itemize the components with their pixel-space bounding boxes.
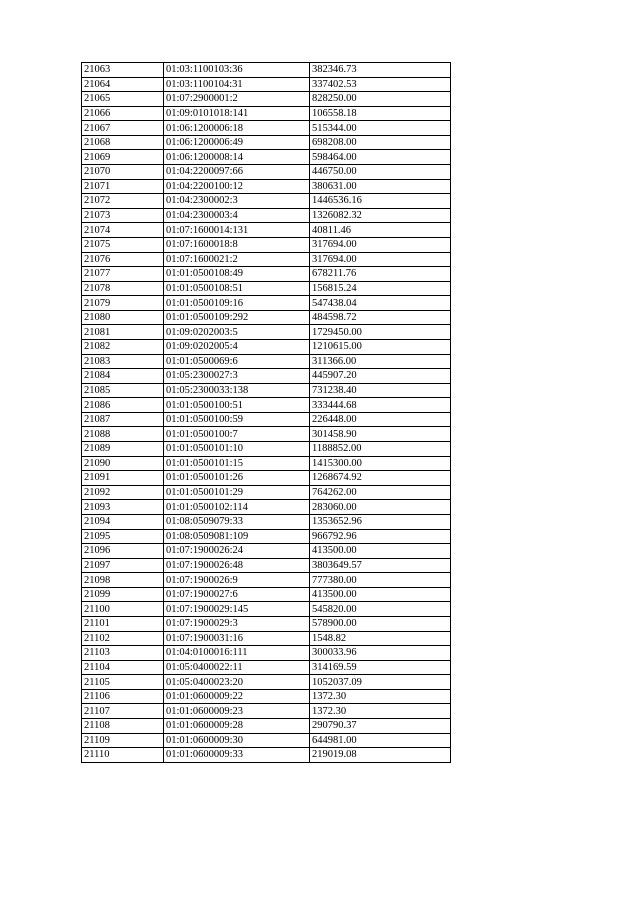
row-number-cell: 21095 bbox=[82, 529, 164, 544]
row-number-cell: 21107 bbox=[82, 704, 164, 719]
row-number-cell: 21075 bbox=[82, 237, 164, 252]
table-row bbox=[82, 587, 451, 602]
cadastral-number-cell: 01:05:0400022:11 bbox=[164, 660, 310, 675]
table-row bbox=[82, 281, 451, 296]
value-cell: 764262.00 bbox=[310, 485, 451, 500]
table-row bbox=[82, 689, 451, 704]
value-cell: 413500.00 bbox=[310, 587, 451, 602]
value-cell: 678211.76 bbox=[310, 267, 451, 282]
table-row bbox=[82, 208, 451, 223]
table-row bbox=[82, 704, 451, 719]
table-row bbox=[82, 427, 451, 442]
cadastral-number-cell: 01:04:0100016:111 bbox=[164, 646, 310, 661]
cadastral-number-cell: 01:01:0500100:59 bbox=[164, 412, 310, 427]
table-row bbox=[82, 354, 451, 369]
value-cell: 1548.82 bbox=[310, 631, 451, 646]
row-number-cell: 21100 bbox=[82, 602, 164, 617]
value-cell: 301458.90 bbox=[310, 427, 451, 442]
value-cell: 311366.00 bbox=[310, 354, 451, 369]
cadastral-number-cell: 01:07:1900031:16 bbox=[164, 631, 310, 646]
row-number-cell: 21088 bbox=[82, 427, 164, 442]
row-number-cell: 21071 bbox=[82, 179, 164, 194]
value-cell: 1372.30 bbox=[310, 704, 451, 719]
cadastral-number-cell: 01:01:0600009:22 bbox=[164, 689, 310, 704]
cadastral-number-cell: 01:07:1900026:9 bbox=[164, 573, 310, 588]
cadastral-number-cell: 01:07:1900029:145 bbox=[164, 602, 310, 617]
table-row bbox=[82, 456, 451, 471]
data-table bbox=[81, 62, 451, 763]
cadastral-number-cell: 01:05:0400023:20 bbox=[164, 675, 310, 690]
row-number-cell: 21109 bbox=[82, 733, 164, 748]
row-number-cell: 21082 bbox=[82, 339, 164, 354]
table-row bbox=[82, 223, 451, 238]
value-cell: 226448.00 bbox=[310, 412, 451, 427]
cadastral-number-cell: 01:07:1900029:3 bbox=[164, 616, 310, 631]
row-number-cell: 21101 bbox=[82, 616, 164, 631]
cadastral-number-cell: 01:04:2300003:4 bbox=[164, 208, 310, 223]
row-number-cell: 21081 bbox=[82, 325, 164, 340]
value-cell: 106558.18 bbox=[310, 106, 451, 121]
table-row bbox=[82, 442, 451, 457]
table-row bbox=[82, 398, 451, 413]
cadastral-number-cell: 01:01:0600009:23 bbox=[164, 704, 310, 719]
table-row bbox=[82, 646, 451, 661]
table-row bbox=[82, 121, 451, 136]
row-number-cell: 21074 bbox=[82, 223, 164, 238]
cadastral-number-cell: 01:01:0500109:16 bbox=[164, 296, 310, 311]
table-row bbox=[82, 412, 451, 427]
value-cell: 598464.00 bbox=[310, 150, 451, 165]
cadastral-number-cell: 01:06:1200006:49 bbox=[164, 135, 310, 150]
cadastral-number-cell: 01:01:0500101:15 bbox=[164, 456, 310, 471]
table-row bbox=[82, 179, 451, 194]
table-row bbox=[82, 514, 451, 529]
cadastral-number-cell: 01:07:1900027:6 bbox=[164, 587, 310, 602]
table-row bbox=[82, 602, 451, 617]
row-number-cell: 21073 bbox=[82, 208, 164, 223]
table-row bbox=[82, 733, 451, 748]
value-cell: 314169.59 bbox=[310, 660, 451, 675]
value-cell: 1446536.16 bbox=[310, 194, 451, 209]
value-cell: 413500.00 bbox=[310, 544, 451, 559]
cadastral-number-cell: 01:08:0509081:109 bbox=[164, 529, 310, 544]
table-row bbox=[82, 675, 451, 690]
cadastral-number-cell: 01:07:1600018:8 bbox=[164, 237, 310, 252]
cadastral-number-cell: 01:08:0509079:33 bbox=[164, 514, 310, 529]
row-number-cell: 21097 bbox=[82, 558, 164, 573]
cadastral-number-cell: 01:04:2200100:12 bbox=[164, 179, 310, 194]
cadastral-number-cell: 01:01:0600009:28 bbox=[164, 719, 310, 734]
row-number-cell: 21064 bbox=[82, 77, 164, 92]
table-row bbox=[82, 369, 451, 384]
value-cell: 644981.00 bbox=[310, 733, 451, 748]
value-cell: 380631.00 bbox=[310, 179, 451, 194]
row-number-cell: 21072 bbox=[82, 194, 164, 209]
table-row bbox=[82, 106, 451, 121]
row-number-cell: 21106 bbox=[82, 689, 164, 704]
table-row bbox=[82, 150, 451, 165]
table-row bbox=[82, 573, 451, 588]
value-cell: 317694.00 bbox=[310, 252, 451, 267]
value-cell: 1326082.32 bbox=[310, 208, 451, 223]
value-cell: 337402.53 bbox=[310, 77, 451, 92]
table-row bbox=[82, 310, 451, 325]
cadastral-number-cell: 01:01:0500100:7 bbox=[164, 427, 310, 442]
cadastral-number-cell: 01:07:1900026:48 bbox=[164, 558, 310, 573]
value-cell: 290790.37 bbox=[310, 719, 451, 734]
table-row bbox=[82, 616, 451, 631]
cadastral-number-cell: 01:01:0500108:51 bbox=[164, 281, 310, 296]
cadastral-number-cell: 01:01:0500101:10 bbox=[164, 442, 310, 457]
value-cell: 446750.00 bbox=[310, 165, 451, 180]
cadastral-number-cell: 01:07:2900001:2 bbox=[164, 92, 310, 107]
cadastral-number-cell: 01:05:2300033:138 bbox=[164, 383, 310, 398]
row-number-cell: 21096 bbox=[82, 544, 164, 559]
row-number-cell: 21092 bbox=[82, 485, 164, 500]
row-number-cell: 21069 bbox=[82, 150, 164, 165]
table-row bbox=[82, 339, 451, 354]
value-cell: 283060.00 bbox=[310, 500, 451, 515]
row-number-cell: 21099 bbox=[82, 587, 164, 602]
cadastral-number-cell: 01:07:1900026:24 bbox=[164, 544, 310, 559]
row-number-cell: 21105 bbox=[82, 675, 164, 690]
cadastral-number-cell: 01:04:2200097:66 bbox=[164, 165, 310, 180]
table-row bbox=[82, 558, 451, 573]
cadastral-number-cell: 01:03:1100103:36 bbox=[164, 63, 310, 78]
cadastral-number-cell: 01:01:0500069:6 bbox=[164, 354, 310, 369]
table-row bbox=[82, 325, 451, 340]
value-cell: 1210615.00 bbox=[310, 339, 451, 354]
row-number-cell: 21086 bbox=[82, 398, 164, 413]
value-cell: 333444.68 bbox=[310, 398, 451, 413]
table-row bbox=[82, 631, 451, 646]
row-number-cell: 21080 bbox=[82, 310, 164, 325]
value-cell: 1415300.00 bbox=[310, 456, 451, 471]
row-number-cell: 21066 bbox=[82, 106, 164, 121]
table-row bbox=[82, 252, 451, 267]
table-row bbox=[82, 544, 451, 559]
row-number-cell: 21077 bbox=[82, 267, 164, 282]
value-cell: 1052037.09 bbox=[310, 675, 451, 690]
table-row bbox=[82, 383, 451, 398]
row-number-cell: 21076 bbox=[82, 252, 164, 267]
row-number-cell: 21063 bbox=[82, 63, 164, 78]
row-number-cell: 21087 bbox=[82, 412, 164, 427]
table-row bbox=[82, 500, 451, 515]
cadastral-number-cell: 01:01:0600009:33 bbox=[164, 748, 310, 763]
value-cell: 382346.73 bbox=[310, 63, 451, 78]
row-number-cell: 21085 bbox=[82, 383, 164, 398]
table-row bbox=[82, 719, 451, 734]
row-number-cell: 21065 bbox=[82, 92, 164, 107]
cadastral-number-cell: 01:01:0500102:114 bbox=[164, 500, 310, 515]
value-cell: 828250.00 bbox=[310, 92, 451, 107]
cadastral-number-cell: 01:07:1600021:2 bbox=[164, 252, 310, 267]
table-row bbox=[82, 296, 451, 311]
cadastral-number-cell: 01:01:0600009:30 bbox=[164, 733, 310, 748]
value-cell: 547438.04 bbox=[310, 296, 451, 311]
row-number-cell: 21103 bbox=[82, 646, 164, 661]
value-cell: 1729450.00 bbox=[310, 325, 451, 340]
value-cell: 300033.96 bbox=[310, 646, 451, 661]
row-number-cell: 21091 bbox=[82, 471, 164, 486]
value-cell: 698208.00 bbox=[310, 135, 451, 150]
value-cell: 1353652.96 bbox=[310, 514, 451, 529]
table-row bbox=[82, 92, 451, 107]
row-number-cell: 21078 bbox=[82, 281, 164, 296]
row-number-cell: 21070 bbox=[82, 165, 164, 180]
value-cell: 1268674.92 bbox=[310, 471, 451, 486]
value-cell: 578900.00 bbox=[310, 616, 451, 631]
cadastral-number-cell: 01:09:0202003:5 bbox=[164, 325, 310, 340]
cadastral-number-cell: 01:09:0202005:4 bbox=[164, 339, 310, 354]
table-row bbox=[82, 485, 451, 500]
row-number-cell: 21084 bbox=[82, 369, 164, 384]
value-cell: 3803649.57 bbox=[310, 558, 451, 573]
row-number-cell: 21098 bbox=[82, 573, 164, 588]
cadastral-number-cell: 01:03:1100104:31 bbox=[164, 77, 310, 92]
row-number-cell: 21108 bbox=[82, 719, 164, 734]
table-row bbox=[82, 267, 451, 282]
cadastral-number-cell: 01:06:1200006:18 bbox=[164, 121, 310, 136]
table-row bbox=[82, 471, 451, 486]
row-number-cell: 21083 bbox=[82, 354, 164, 369]
cadastral-number-cell: 01:05:2300027:3 bbox=[164, 369, 310, 384]
value-cell: 1372.30 bbox=[310, 689, 451, 704]
row-number-cell: 21089 bbox=[82, 442, 164, 457]
cadastral-number-cell: 01:01:0500108:49 bbox=[164, 267, 310, 282]
value-cell: 317694.00 bbox=[310, 237, 451, 252]
value-cell: 777380.00 bbox=[310, 573, 451, 588]
table-body bbox=[82, 63, 451, 763]
row-number-cell: 21079 bbox=[82, 296, 164, 311]
row-number-cell: 21104 bbox=[82, 660, 164, 675]
value-cell: 731238.40 bbox=[310, 383, 451, 398]
row-number-cell: 21090 bbox=[82, 456, 164, 471]
value-cell: 1188852.00 bbox=[310, 442, 451, 457]
table-row bbox=[82, 63, 451, 78]
cadastral-number-cell: 01:04:2300002:3 bbox=[164, 194, 310, 209]
table-row bbox=[82, 194, 451, 209]
value-cell: 966792.96 bbox=[310, 529, 451, 544]
row-number-cell: 21094 bbox=[82, 514, 164, 529]
row-number-cell: 21102 bbox=[82, 631, 164, 646]
row-number-cell: 21067 bbox=[82, 121, 164, 136]
table-row bbox=[82, 660, 451, 675]
cadastral-number-cell: 01:06:1200008:14 bbox=[164, 150, 310, 165]
row-number-cell: 21093 bbox=[82, 500, 164, 515]
cadastral-number-cell: 01:01:0500101:29 bbox=[164, 485, 310, 500]
cadastral-number-cell: 01:07:1600014:131 bbox=[164, 223, 310, 238]
row-number-cell: 21110 bbox=[82, 748, 164, 763]
value-cell: 545820.00 bbox=[310, 602, 451, 617]
cadastral-number-cell: 01:01:0500109:292 bbox=[164, 310, 310, 325]
row-number-cell: 21068 bbox=[82, 135, 164, 150]
table-row bbox=[82, 135, 451, 150]
value-cell: 445907.20 bbox=[310, 369, 451, 384]
table-row bbox=[82, 77, 451, 92]
cadastral-number-cell: 01:01:0500100:51 bbox=[164, 398, 310, 413]
table-row bbox=[82, 748, 451, 763]
table-row bbox=[82, 237, 451, 252]
value-cell: 40811.46 bbox=[310, 223, 451, 238]
value-cell: 219019.08 bbox=[310, 748, 451, 763]
value-cell: 484598.72 bbox=[310, 310, 451, 325]
cadastral-number-cell: 01:09:0101018:141 bbox=[164, 106, 310, 121]
cadastral-number-cell: 01:01:0500101:26 bbox=[164, 471, 310, 486]
value-cell: 515344.00 bbox=[310, 121, 451, 136]
table-row bbox=[82, 165, 451, 180]
value-cell: 156815.24 bbox=[310, 281, 451, 296]
table-row bbox=[82, 529, 451, 544]
